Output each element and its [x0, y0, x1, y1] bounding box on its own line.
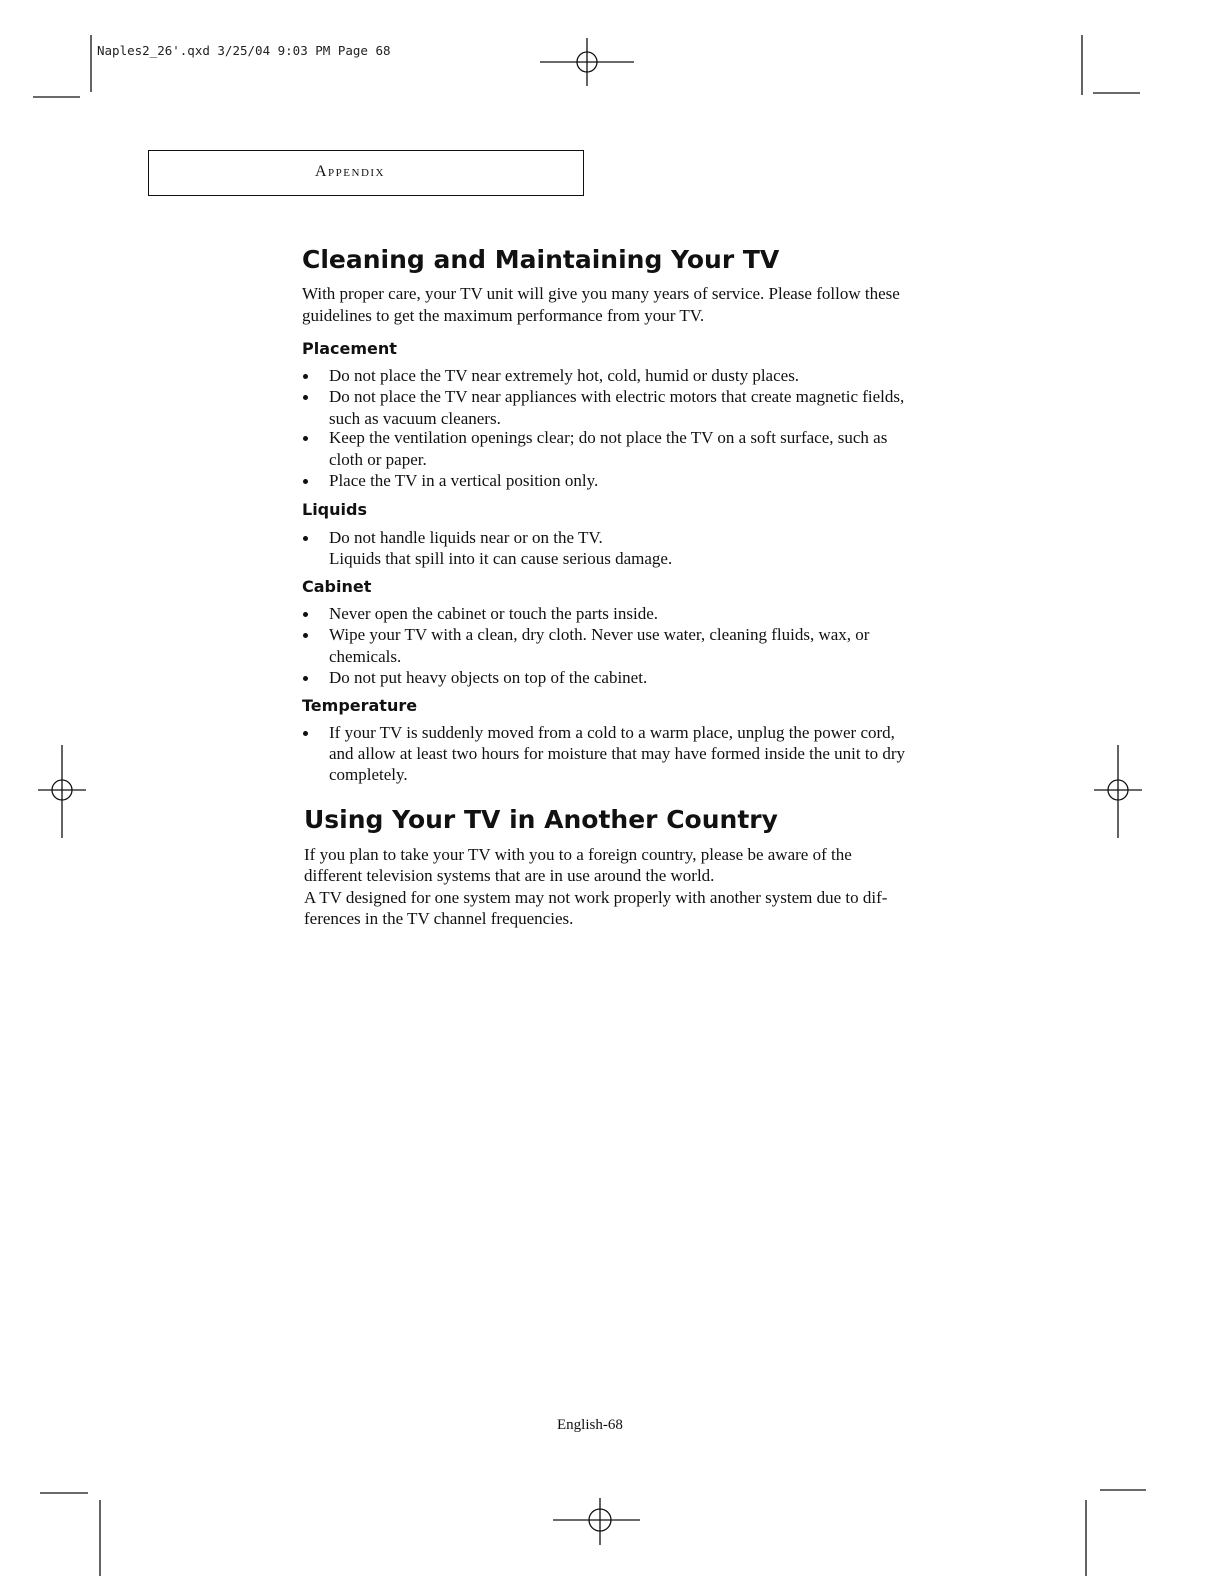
crosshair-icon: [540, 38, 634, 86]
bullet-text: Place the TV in a vertical position only.: [329, 471, 599, 490]
body-line: ferences in the TV channel frequencies.: [304, 909, 574, 928]
bullet-text: such as vacuum cleaners.: [329, 409, 501, 428]
bullet-text: Do not place the TV near appliances with electric motors that create magnetic fields,: [329, 387, 905, 406]
bullet-text: Never open the cabinet or touch the parts inside.: [329, 604, 659, 623]
subheading-placement: Placement: [302, 339, 397, 358]
crosshair-icon: [38, 745, 86, 838]
bullet-icon: [303, 374, 308, 379]
bullet-text: Wipe your TV with a clean, dry cloth. Never use water, cleaning fluids, wax, or: [329, 625, 870, 644]
bullet-text: Do not handle liquids near or on the TV.: [329, 528, 603, 547]
subheading-temperature: Temperature: [302, 696, 418, 715]
body-line: If you plan to take your TV with you to a foreign country, please be aware of the: [304, 845, 852, 864]
bullet-text: If your TV is suddenly moved from a cold to a warm place, unplug the power cord,: [329, 723, 895, 742]
bullet-icon: [303, 633, 308, 638]
bullet-text: Liquids that spill into it can cause serious damage.: [329, 549, 673, 568]
bullet-text: Do not put heavy objects on top of the cabinet.: [329, 668, 648, 687]
bullet-text: completely.: [329, 765, 408, 784]
intro-line: guidelines to get the maximum performance from your TV.: [302, 306, 705, 325]
page-title: Cleaning and Maintaining Your TV: [302, 245, 780, 274]
body-line: different television systems that are in use around the world.: [304, 866, 715, 885]
page-number: English-68: [557, 1417, 623, 1433]
bullet-text: and allow at least two hours for moisture that may have formed inside the unit to dry: [329, 744, 905, 763]
print-slug: Naples2_26'.qxd 3/25/04 9:03 PM Page 68: [97, 43, 391, 58]
bullet-icon: [303, 479, 308, 484]
bullet-icon: [303, 436, 308, 441]
bullet-icon: [303, 612, 308, 617]
bullet-icon: [303, 536, 308, 541]
bullet-icon: [303, 731, 308, 736]
bullet-text: chemicals.: [329, 647, 402, 666]
crosshair-icon: [553, 1498, 640, 1545]
bullet-icon: [303, 676, 308, 681]
crosshair-icon: [1094, 745, 1142, 838]
bullet-text: Do not place the TV near extremely hot, cold, humid or dusty places.: [329, 366, 800, 385]
bullet-text: cloth or paper.: [329, 450, 427, 469]
intro-line: With proper care, your TV unit will give you many years of service. Please follow these: [302, 284, 900, 303]
section-header-box: [148, 150, 584, 196]
bullet-text: Keep the ventilation openings clear; do not place the TV on a soft surface, such as: [329, 428, 888, 447]
bullet-icon: [303, 395, 308, 400]
section-label: Appendix: [315, 163, 386, 180]
body-line: A TV designed for one system may not work properly with another system due to dif-: [304, 888, 888, 907]
subheading-cabinet: Cabinet: [302, 577, 372, 596]
subheading-liquids: Liquids: [302, 500, 367, 519]
section-title-country: Using Your TV in Another Country: [304, 805, 778, 834]
